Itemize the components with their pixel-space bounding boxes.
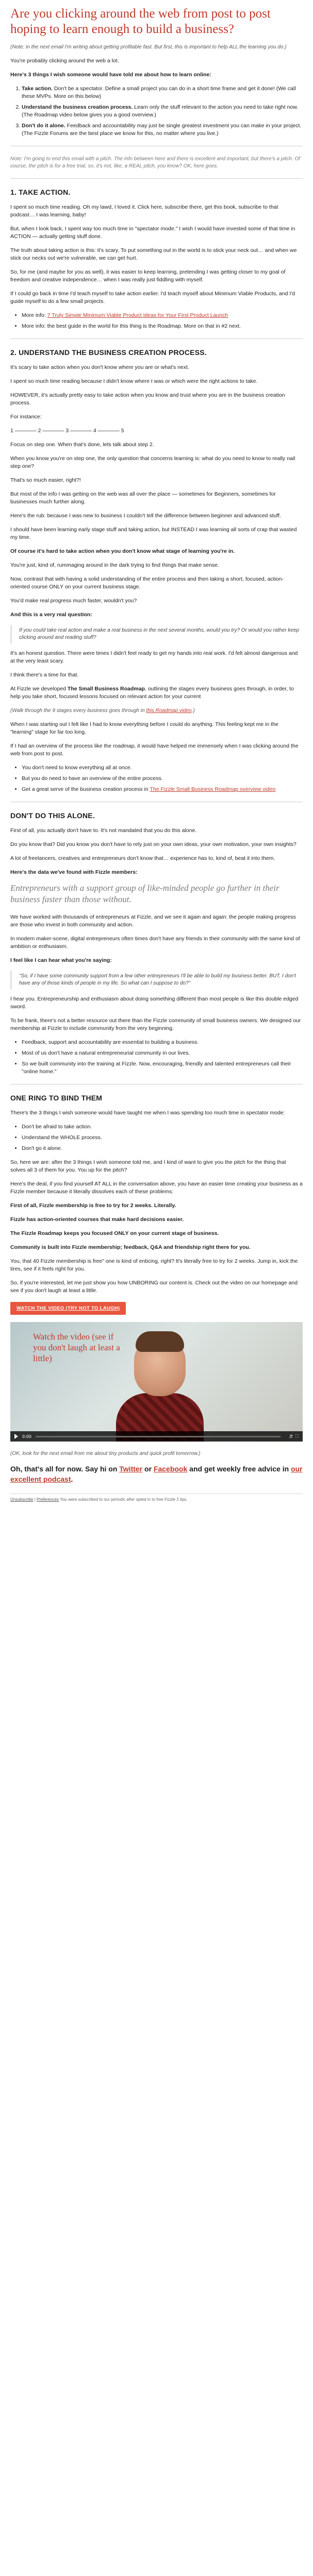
- list-item: • Understand the WHOLE process.: [22, 1134, 303, 1142]
- paragraph-bold: The Fizzle Roadmap keeps you focused ONLY on your current stage of business.: [10, 1230, 219, 1236]
- presenter-hair: [136, 1331, 184, 1352]
- paragraph: At Fizzle we developed The Small Business Roadmap, outlining the stages every business goes through, in order, to help you take short, focused lessons focused on relevant action for your current: [10, 686, 294, 700]
- paragraph: I spent so much time reading because I didn't know where I was or which were the right actions to take.: [10, 378, 258, 384]
- list-item: • But you do need to have an overview of the entire process.: [22, 775, 303, 783]
- list-item: • Don't be afraid to take action.: [22, 1123, 303, 1131]
- paragraph-bold: And this is a very real question:: [10, 612, 92, 618]
- list-item: • More info: 7 Truly Simple Minimum Viable Product Ideas for Your First Product Launch: [22, 312, 303, 319]
- list-item: • Get a great serve of the business creation process in The Fizzle Small Business Roadmap overview video: [22, 786, 303, 793]
- section-title-one-ring: ONE RING TO BIND THEM: [10, 1094, 103, 1102]
- list-item: • So we built community into the training at Fizzle. Now, encouraging, friendly and talented entrepreneurs call their "online home.": [22, 1060, 303, 1076]
- paragraph: So, for me (and maybe for you as well), it was easier to keep learning, pretending I was getting closer to my goal of freedom and creative independence… when I was really just fiddling with myself.: [10, 269, 286, 283]
- three-things-heading: Here's 3 things I wish someone would have told me about how to learn online:: [10, 72, 211, 78]
- video-time: 0:00: [22, 1434, 31, 1439]
- paragraph: If I could go back in time I'd teach myself to take action earlier. I'd teach myself about Minimum Viable Products, and I'd guide myself to do a few small projects.: [10, 291, 295, 304]
- paragraph-bold: I feel like I can hear what you're saying:: [10, 957, 112, 963]
- list-item: 3. Don't do it alone. Feedback and accountability may just be single greatest investment you can make in your project. (The Fizzle Forums are the best place we know for this, no matter where you live.): [22, 122, 303, 138]
- paragraph: To be frank, there's not a better resource out there than the Fizzle community of small business owners. We designed our membership at Fizzle to include community from the very beginning.: [10, 1018, 301, 1031]
- paragraph: In modern maker-scene, digital entrepreneurs often times don't have any friends in their community with the same kind of ambition or enthusiasm.: [10, 936, 300, 950]
- roadmap-video-note: (Walk through the 9 stages every business goes through in this Roadmap video.): [10, 708, 195, 714]
- paragraph: I should have been learning early stage stuff and taking action, but INSTEAD I was learning all sorts of crap that wasted my time.: [10, 527, 297, 540]
- list-item: • Most of us don't have a natural entrepreneurial community in our lives.: [22, 1049, 303, 1057]
- paragraph: First of all, you actually don't have to. It's not mandated that you do this alone.: [10, 827, 197, 834]
- mvp-ideas-link[interactable]: 7 Truly Simple Minimum Viable Product Ideas for Your First Product Launch: [47, 312, 228, 318]
- roadmap-overview-link[interactable]: The Fizzle Small Business Roadmap overview video: [150, 786, 276, 792]
- intro-note: (Note: in the next email I'm writing about getting profitable fast. But first, this is important to help ALL the learning you do.): [10, 44, 287, 50]
- paragraph: Here's the rub: because I was new to business I couldn't tell the difference between beginner and advanced stuff.: [10, 513, 281, 519]
- list-item: 2. Understand the business creation process. Learn only the stuff relevant to the action you need to take right now. (The Roadmap video below gives you a good overview.): [22, 104, 303, 119]
- paragraph: The truth about taking action is this: it's scary. To put something out in the world is to stick your neck out… and when we stick our necks out we're vulnerable, we can get hurt.: [10, 247, 297, 261]
- play-icon[interactable]: [14, 1434, 18, 1439]
- list-item: • Don't go it alone.: [22, 1145, 303, 1153]
- video-controls: [10, 1431, 303, 1442]
- paragraph: There's the 3 things I wish someone would have taught me when I was spending too much time in spectator mode:: [10, 1110, 285, 1116]
- unsubscribe-link[interactable]: Unsubscribe: [10, 1497, 34, 1502]
- paragraph-bold: Fizzle has action-oriented courses that make hard decisions easier.: [10, 1216, 184, 1223]
- intro-list: [10, 85, 303, 138]
- paragraph: For instance:: [10, 414, 42, 420]
- podcast-link[interactable]: our excellent podcast: [10, 1465, 303, 1483]
- summary-list: [10, 1123, 303, 1153]
- process-list: [10, 764, 303, 793]
- signoff: Oh, that's all for now. Say hi on Twitter or Facebook and get weekly free advice in our excellent podcast.: [10, 1465, 303, 1483]
- presenter-image: [116, 1331, 204, 1442]
- section-title-dont-do-alone: DON'T DO THIS ALONE.: [10, 811, 95, 820]
- list-item: • Feedback, support and accountability are essential to building a business.: [22, 1039, 303, 1046]
- divider: [10, 338, 303, 339]
- preferences-link[interactable]: Preferences: [37, 1497, 59, 1502]
- paragraph: It's scary to take action when you don't know where you are or what's next.: [10, 364, 189, 370]
- paragraph-bold: First of all, Fizzle membership is free to try for 2 weeks. Literally.: [10, 1202, 176, 1209]
- paragraph: When you know you're on step one, the only question that concerns learning is: what do you need to know to really nail step one?: [10, 455, 295, 469]
- volume-icon[interactable]: ♬: [289, 1434, 293, 1439]
- community-list: [10, 1039, 303, 1076]
- paragraph: Here's the deal, if you find yourself AT ALL in the conversation above, you have an easier time creating your business as a Fizzle member because it literally dissolves each of these problems:: [10, 1181, 303, 1195]
- paragraph: A lot of freelancers, creatives and entrepreneurs don't know that… experience has to, kind of, beat it into them.: [10, 855, 275, 861]
- paragraph: I think there's a time for that.: [10, 672, 79, 678]
- paragraph: When I was starting out I felt like I had to know everything before I could do anything. This feeling kept me in the "learning" stage for far too long.: [10, 721, 278, 735]
- email-footer: Unsubscribe | Preferences You were subscribed to our periodic after opted in to free Fizzle 2 tips.: [10, 1494, 303, 1502]
- paragraph: You, that 40 Fizzle membership is free" one is kind of enticing, right? It's literally free to try for 2 weeks. Jump in, kick the tires, see if it feels right for you.: [10, 1258, 298, 1272]
- video-overlay-text: Watch the video (see if you don't laugh at least a little): [33, 1332, 120, 1363]
- list-item: 1. Take action. Don't be a spectator. Define a small project you can do in a short time frame and get it done! (We call these MVPs. More on this below): [22, 85, 303, 100]
- closing-note: (OK, look for the next email from me about tiny products and quick profit tomorrow.): [10, 1451, 201, 1456]
- paragraph-bold: Community is built into Fizzle membership; feedback, Q&A and friendship right there for you.: [10, 1244, 251, 1250]
- fullscreen-icon[interactable]: ⛶: [295, 1434, 299, 1438]
- paragraph: That's so much easier, right?!: [10, 477, 81, 483]
- list-item: • More info: the best guide in the world for this thing is the Roadmap. More on that in #2 next.: [22, 323, 303, 330]
- process-steps: 1 ———— 2 ———— 3 ———— 4 ———— 5: [10, 428, 124, 434]
- watch-video-button[interactable]: WATCH THE VIDEO (TRY NOT TO LAUGH): [10, 1302, 126, 1315]
- paragraph: It's an honest question. There were times I didn't feel ready to get my hands into real work. I'd felt almost dangerous and at the very least scary.: [10, 650, 298, 664]
- video-progress-track[interactable]: [36, 1436, 281, 1437]
- paragraph: So, if you're interested, let me just show you how UNBORING our content is. Check out the video on our homepage and see if you don't laugh at least a little.: [10, 1280, 298, 1294]
- paragraph-bold: Of course it's hard to take action when you don't know what stage of learning you're in.: [10, 548, 235, 554]
- roadmap-video-link[interactable]: this Roadmap video: [146, 708, 192, 714]
- paragraph: We have worked with thousands of entrepreneurs at Fizzle, and we see it again and again: the people making progress are those who invest in both community and action.: [10, 914, 296, 928]
- pitch-note: Note: I'm going to end this email with a pitch. The info between here and there is excellent and important, but there's a pitch. Of course, the pitch is for a free trial, so, it's not, like, a REAL pitch, you know? OK, here goes.: [10, 156, 300, 169]
- paragraph-bold: Here's the data we've found with Fizzle members:: [10, 869, 138, 875]
- paragraph: Focus on step one. When that's done, lets talk about step 2.: [10, 442, 154, 448]
- quote: "So, if I have some community support from a few other entrepreneurs I'll be able to build my business better. BUT, I don't have any of those kinds of people in my life. So what can I suppose to do?": [10, 971, 303, 989]
- paragraph: Do you know that? Did you know you don't have to rely just on your own ideas, your own motivation, your own insights?: [10, 841, 296, 848]
- paragraph: I spent so much time reading. Oh my lawd, I loved it. Click here, subscribe there, get this book, subscribe to that podcast… I was learning, baby!: [10, 204, 278, 218]
- video-player[interactable]: [10, 1322, 303, 1442]
- divider: [10, 178, 303, 179]
- paragraph: You'd make real progress much faster, wouldn't you?: [10, 598, 137, 604]
- intro-paragraph: You're probably clicking around the web a lot.: [10, 58, 119, 64]
- paragraph: If I had an overview of the process like the roadmap, it would have helped me immensely when I was clicking around the web from post to post.: [10, 743, 299, 757]
- paragraph: But, when I look back, I spent way too much time in "spectator mode." I wish I would have invested some of that time in ACTION — actually getting stuff done.: [10, 226, 295, 240]
- section-title-take-action: 1. TAKE ACTION.: [10, 188, 71, 196]
- paragraph: HOWEVER, it's actually pretty easy to take action when you know and trust where you are in the business creation process.: [10, 392, 285, 406]
- paragraph: I hear you. Entrepreneurship and enthusiasm about doing something different than most people is like this double edged sword.: [10, 996, 299, 1010]
- pull-quote: Entrepreneurs with a support group of like-minded people go further in their business faster than those without.: [10, 883, 279, 904]
- paragraph: You're just, kind of, rummaging around in the dark trying to find things that make sense.: [10, 562, 219, 568]
- facebook-link[interactable]: Facebook: [153, 1465, 188, 1473]
- quote: If you could take real action and make a real business in the next several months, would you try? Or would you rather keep clicking around and reading stuff?: [10, 625, 303, 643]
- list-item: • You don't need to know everything all at once.: [22, 764, 303, 772]
- paragraph: Now, contrast that with having a solid understanding of the entire process and then taking a short, focused, action-oriented course ONLY on your current business stage.: [10, 576, 284, 590]
- paragraph: So, here we are: after the 3 things I wish someone told me, and I kind of want to give you the pitch for the thing that solves all 3 of them for you. You up for the pitch?: [10, 1159, 286, 1173]
- paragraph: But most of the info I was getting on the web was all over the place — sometimes for Beginners, sometimes for businesses much further along.: [10, 491, 276, 505]
- headline: Are you clicking around the web from post to post hoping to learn enough to build a business?: [10, 7, 271, 36]
- more-info-list: [10, 312, 303, 330]
- section-title-understand-process: 2. UNDERSTAND THE BUSINESS CREATION PROCESS.: [10, 348, 207, 357]
- twitter-link[interactable]: Twitter: [119, 1465, 143, 1473]
